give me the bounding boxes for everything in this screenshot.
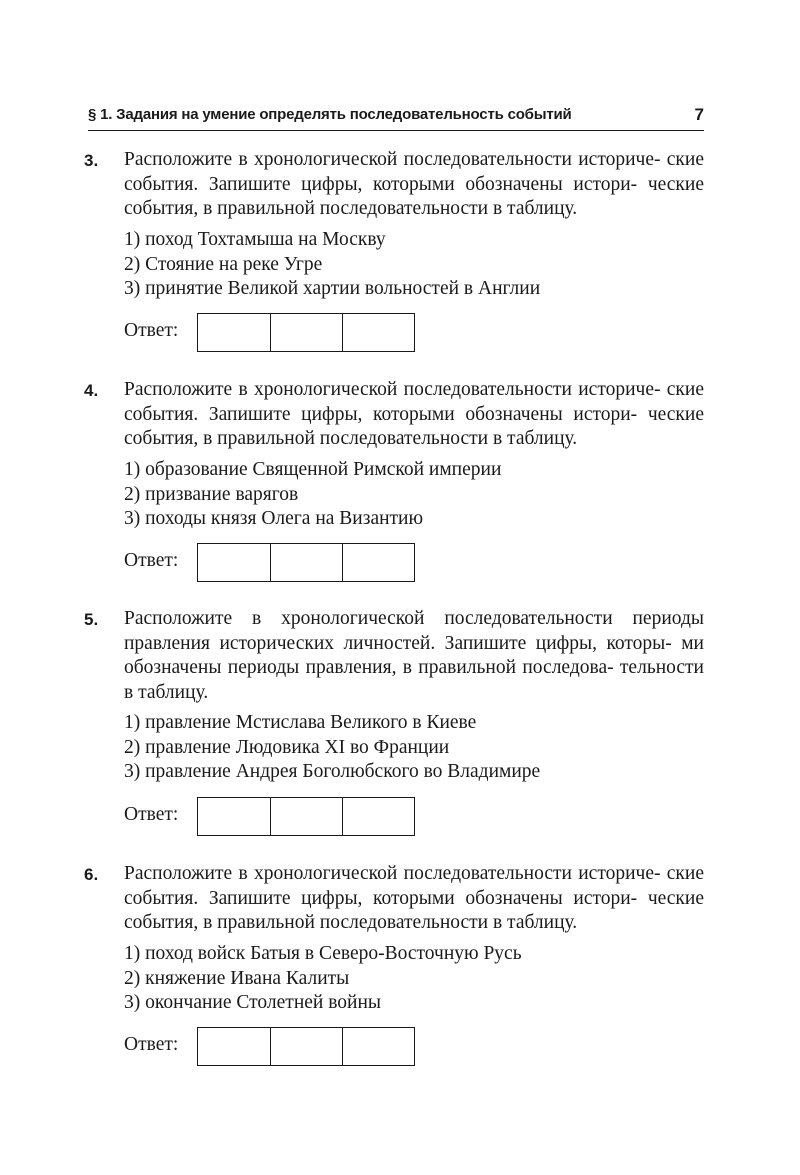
option-item: 3) правление Андрея Боголюбского во Владимире — [124, 761, 541, 782]
running-header — [88, 104, 704, 131]
answer-cell[interactable] — [270, 798, 342, 835]
options-list — [124, 942, 704, 1016]
answer-table — [197, 797, 415, 836]
answer-table — [197, 1027, 415, 1066]
answer-cell[interactable] — [270, 314, 342, 351]
task-instruction: Расположите в хронологической последовательности историче- ские события. Запишите цифры, которыми обозначены истори- ческие события, в правильной последовательности в таблицу. — [124, 149, 704, 219]
option-item: 2) Стояние на реке Угре — [124, 253, 323, 275]
option-item: 3) окончание Столетней войны — [124, 992, 382, 1013]
options-list — [124, 458, 704, 532]
answer-label: Ответ: — [124, 320, 179, 341]
option-item: 1) правление Мстислава Великого в Киеве — [124, 712, 477, 733]
options-list — [124, 228, 704, 302]
task-number: 6. — [84, 865, 99, 884]
answer-table — [197, 543, 415, 582]
option-item: 1) поход Тохтамыша на Москву — [124, 229, 386, 250]
option-item: 2) правление Людовика XI во Франции — [124, 736, 450, 758]
answer-cell[interactable] — [198, 314, 270, 351]
task-instruction: Расположите в хронологической последовательности периоды правления исторических личностей. Запишите цифры, которы- ми обозначены периоды правления, в правильной последова- тельности в таблицу. — [124, 608, 704, 703]
option-item: 3) принятие Великой хартии вольностей в Англии — [124, 278, 541, 299]
answer-cell[interactable] — [342, 544, 414, 581]
option-item: 2) княжение Ивана Калиты — [124, 967, 350, 989]
task-number: 5. — [84, 610, 99, 629]
task-instruction: Расположите в хронологической последовательности историче- ские события. Запишите цифры, которыми обозначены истори- ческие события, в правильной последовательности в таблицу. — [124, 379, 704, 449]
task-instruction: Расположите в хронологической последовательности историче- ские события. Запишите цифры, которыми обозначены истори- ческие события, в правильной последовательности в таблицу. — [124, 863, 704, 933]
options-list — [124, 711, 704, 785]
page-number: 7 — [694, 105, 704, 124]
option-item: 1) образование Священной Римской империи — [124, 459, 502, 480]
answer-label: Ответ: — [124, 550, 179, 571]
answer-table — [197, 313, 415, 352]
answer-cell[interactable] — [342, 798, 414, 835]
answer-cell[interactable] — [342, 314, 414, 351]
option-item: 3) походы князя Олега на Византию — [124, 508, 424, 529]
task-number: 3. — [84, 151, 99, 170]
answer-cell[interactable] — [270, 544, 342, 581]
option-item: 2) призвание варягов — [124, 483, 299, 505]
answer-cell[interactable] — [198, 798, 270, 835]
task-number: 4. — [84, 381, 99, 400]
answer-label: Ответ: — [124, 804, 179, 825]
answer-cell[interactable] — [342, 1028, 414, 1065]
section-title: § 1. Задания на умение определять последовательность событий — [88, 106, 572, 123]
answer-cell[interactable] — [270, 1028, 342, 1065]
answer-cell[interactable] — [198, 544, 270, 581]
option-item: 1) поход войск Батыя в Северо-Восточную Русь — [124, 943, 522, 964]
answer-cell[interactable] — [198, 1028, 270, 1065]
answer-label: Ответ: — [124, 1034, 179, 1055]
